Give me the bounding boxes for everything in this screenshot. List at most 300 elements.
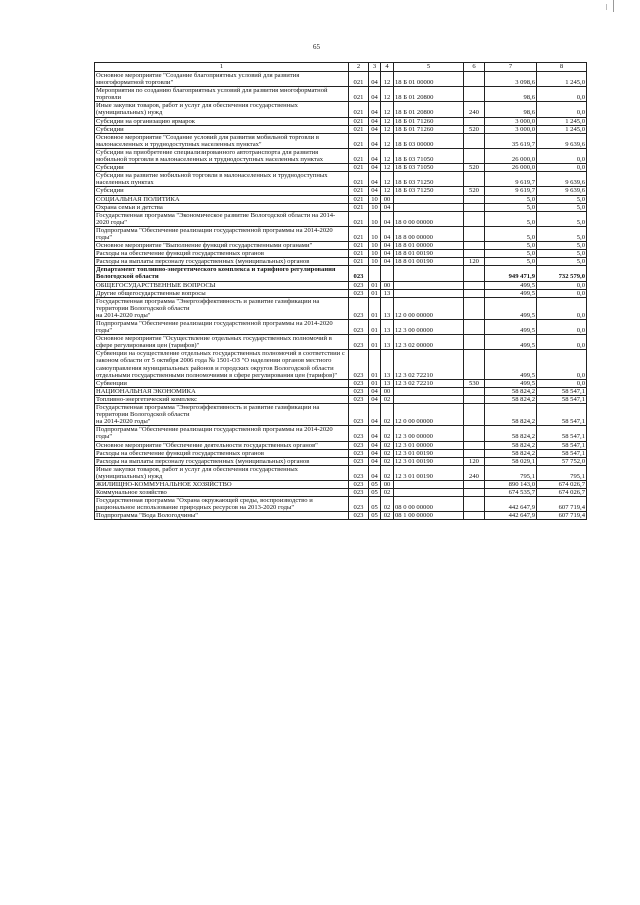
expense-type-code: 520 — [464, 125, 485, 133]
admin-code: 023 — [349, 289, 369, 297]
row-description: Государственная программа "Энергоэффективность и развитие газификации на территории Вологодской области на 2014-2020 годы" — [95, 297, 349, 319]
admin-code: 021 — [349, 250, 369, 258]
amount-year-1: 58 824,2 — [485, 404, 537, 426]
header-cell: 4 — [381, 63, 394, 72]
amount-year-1: 35 619,7 — [485, 133, 537, 148]
amount-year-2: 0,0 — [537, 350, 587, 379]
section-code: 04 — [369, 449, 381, 457]
admin-code: 023 — [349, 489, 369, 497]
subsection-code: 13 — [381, 297, 394, 319]
expense-type-code: 520 — [464, 187, 485, 195]
subsection-code: 02 — [381, 489, 394, 497]
table-body — [95, 72, 587, 520]
expense-type-code — [464, 72, 485, 87]
table-row — [95, 266, 587, 281]
amount-year-2: 58 547,1 — [537, 404, 587, 426]
subsection-code: 00 — [381, 281, 394, 289]
header-cell: 7 — [485, 63, 537, 72]
subsection-code: 04 — [381, 226, 394, 241]
amount-year-2: 0,0 — [537, 297, 587, 319]
amount-year-1: 499,5 — [485, 289, 537, 297]
table-row — [95, 226, 587, 241]
section-code: 05 — [369, 512, 381, 520]
amount-year-1: 98,6 — [485, 102, 537, 117]
amount-year-1: 499,5 — [485, 335, 537, 350]
row-description: СОЦИАЛЬНАЯ ПОЛИТИКА — [95, 195, 349, 203]
target-article-code: 18 Б 03 71250 — [394, 187, 464, 195]
section-code: 05 — [369, 497, 381, 512]
subsection-code: 02 — [381, 426, 394, 441]
amount-year-2: 1 245,0 — [537, 72, 587, 87]
table-row — [95, 195, 587, 203]
row-description: Государственная программа "Экономическое развитие Вологодской области на 2014-2020 годы" — [95, 211, 349, 226]
amount-year-1: 5,0 — [485, 195, 537, 203]
subsection-code: 13 — [381, 320, 394, 335]
section-code: 04 — [369, 117, 381, 125]
admin-code: 021 — [349, 148, 369, 163]
subsection-code: 13 — [381, 350, 394, 379]
admin-code: 021 — [349, 164, 369, 172]
target-article-code: 12 0 00 00000 — [394, 404, 464, 426]
section-code: 10 — [369, 258, 381, 266]
amount-year-2: 795,1 — [537, 465, 587, 480]
target-article-code: 18 Б 01 71260 — [394, 125, 464, 133]
subsection-code: 00 — [381, 387, 394, 395]
row-description: Коммунальное хозяйство — [95, 489, 349, 497]
target-article-code: 08 1 00 00000 — [394, 512, 464, 520]
section-code: 01 — [369, 289, 381, 297]
amount-year-2: 0,0 — [537, 289, 587, 297]
expense-type-code — [464, 211, 485, 226]
admin-code: 023 — [349, 480, 369, 488]
amount-year-2: 58 547,1 — [537, 449, 587, 457]
row-description: Основное мероприятие "Создание условий для развития мобильной торговли в малонаселенных и труднодоступных населенных пунктах" — [95, 133, 349, 148]
expense-type-code — [464, 426, 485, 441]
header-cell: 3 — [369, 63, 381, 72]
target-article-code — [394, 480, 464, 488]
amount-year-2: 0,0 — [537, 281, 587, 289]
subsection-code: 04 — [381, 250, 394, 258]
amount-year-1: 58 824,2 — [485, 387, 537, 395]
amount-year-1: 499,5 — [485, 320, 537, 335]
section-code: 01 — [369, 297, 381, 319]
expense-type-code — [464, 395, 485, 403]
target-article-code: 18 8 01 00190 — [394, 250, 464, 258]
target-article-code: 12 3 00 00000 — [394, 320, 464, 335]
table-row — [95, 497, 587, 512]
amount-year-1: 5,0 — [485, 250, 537, 258]
amount-year-1: 3 000,0 — [485, 125, 537, 133]
target-article-code — [394, 281, 464, 289]
row-description: Субсидии — [95, 164, 349, 172]
admin-code: 021 — [349, 203, 369, 211]
admin-code: 023 — [349, 281, 369, 289]
expense-type-code — [464, 133, 485, 148]
target-article-code: 18 8 01 00190 — [394, 258, 464, 266]
amount-year-2: 9 639,6 — [537, 187, 587, 195]
amount-year-1: 3 098,6 — [485, 72, 537, 87]
section-code: 01 — [369, 379, 381, 387]
expense-type-code — [464, 387, 485, 395]
amount-year-1: 499,5 — [485, 350, 537, 379]
subsection-code: 12 — [381, 87, 394, 102]
subsection-code: 02 — [381, 497, 394, 512]
section-code: 04 — [369, 441, 381, 449]
row-description: Департамент топливно-энергетического комплекса и тарифного регулирования Вологодской области — [95, 266, 349, 281]
table-row — [95, 102, 587, 117]
subsection-code: 12 — [381, 164, 394, 172]
amount-year-1: 499,5 — [485, 297, 537, 319]
section-code: 04 — [369, 72, 381, 87]
expense-type-code — [464, 148, 485, 163]
subsection-code: 04 — [381, 203, 394, 211]
subsection-code: 13 — [381, 289, 394, 297]
expense-type-code — [464, 117, 485, 125]
amount-year-2: 674 026,7 — [537, 480, 587, 488]
header-cell: 1 — [95, 63, 349, 72]
table-row — [95, 203, 587, 211]
row-description: ЖИЛИЩНО-КОММУНАЛЬНОЕ ХОЗЯЙСТВО — [95, 480, 349, 488]
admin-code: 023 — [349, 320, 369, 335]
table-row — [95, 387, 587, 395]
table-row — [95, 480, 587, 488]
section-code: 01 — [369, 281, 381, 289]
expense-type-code — [464, 87, 485, 102]
target-article-code: 18 0 00 00000 — [394, 211, 464, 226]
target-article-code: 12 3 01 00190 — [394, 465, 464, 480]
section-code: 10 — [369, 211, 381, 226]
table-row — [95, 426, 587, 441]
scan-mark — [613, 0, 614, 12]
admin-code: 023 — [349, 335, 369, 350]
amount-year-2: 9 639,6 — [537, 133, 587, 148]
row-description: Субсидии — [95, 187, 349, 195]
row-description: Подпрограмма "Обеспечение реализации государственной программы на 2014-2020 годы" — [95, 226, 349, 241]
subsection-code: 02 — [381, 465, 394, 480]
expense-type-code — [464, 441, 485, 449]
amount-year-2: 0,0 — [537, 379, 587, 387]
amount-year-1: 9 619,7 — [485, 172, 537, 187]
row-description: Расходы на обеспечение функций государственных органов — [95, 250, 349, 258]
amount-year-2: 1 245,0 — [537, 117, 587, 125]
section-code: 04 — [369, 187, 381, 195]
amount-year-1: 5,0 — [485, 258, 537, 266]
subsection-code: 02 — [381, 512, 394, 520]
target-article-code: 18 Б 03 71050 — [394, 164, 464, 172]
amount-year-1: 3 000,0 — [485, 117, 537, 125]
admin-code: 023 — [349, 497, 369, 512]
table-row — [95, 404, 587, 426]
admin-code: 021 — [349, 187, 369, 195]
expense-type-code — [464, 489, 485, 497]
amount-year-2: 9 639,6 — [537, 172, 587, 187]
amount-year-1: 58 824,2 — [485, 441, 537, 449]
target-article-code: 18 Б 03 00000 — [394, 133, 464, 148]
admin-code: 023 — [349, 266, 369, 281]
section-code: 04 — [369, 164, 381, 172]
page-number: 65 — [313, 43, 320, 51]
target-article-code: 12 3 01 00000 — [394, 441, 464, 449]
table-row — [95, 87, 587, 102]
scan-mark — [606, 4, 607, 10]
admin-code: 021 — [349, 87, 369, 102]
amount-year-2: 5,0 — [537, 226, 587, 241]
section-code: 04 — [369, 172, 381, 187]
amount-year-2: 0,0 — [537, 148, 587, 163]
budget-table-container — [94, 62, 586, 520]
target-article-code: 18 8 00 00000 — [394, 226, 464, 241]
row-description: Основное мероприятие "Осуществление отдельных государственных полномочий в сфере регулирования цен (тарифов)" — [95, 335, 349, 350]
admin-code: 021 — [349, 117, 369, 125]
table-row — [95, 117, 587, 125]
subsection-code: 00 — [381, 480, 394, 488]
row-description: Подпрограмма "Обеспечение реализации государственной программы на 2014-2020 годы" — [95, 426, 349, 441]
amount-year-2: 5,0 — [537, 258, 587, 266]
subsection-code: 12 — [381, 72, 394, 87]
amount-year-1: 26 000,0 — [485, 164, 537, 172]
section-code: 01 — [369, 320, 381, 335]
row-description: Государственная программа "Энергоэффективность и развитие газификации на территории Вологодской области на 2014-2020 годы" — [95, 404, 349, 426]
target-article-code: 18 Б 03 71050 — [394, 148, 464, 163]
admin-code: 023 — [349, 449, 369, 457]
target-article-code: 18 Б 01 71260 — [394, 117, 464, 125]
admin-code: 023 — [349, 512, 369, 520]
amount-year-1: 5,0 — [485, 226, 537, 241]
table-row — [95, 258, 587, 266]
target-article-code: 12 0 00 00000 — [394, 297, 464, 319]
section-code: 04 — [369, 426, 381, 441]
admin-code: 023 — [349, 426, 369, 441]
budget-table — [94, 62, 587, 520]
target-article-code: 12 3 02 72210 — [394, 350, 464, 379]
admin-code: 021 — [349, 226, 369, 241]
subsection-code: 04 — [381, 211, 394, 226]
header-cell: 2 — [349, 63, 369, 72]
target-article-code — [394, 203, 464, 211]
subsection-code: 12 — [381, 125, 394, 133]
table-row — [95, 164, 587, 172]
amount-year-1: 795,1 — [485, 465, 537, 480]
section-code: 04 — [369, 465, 381, 480]
row-description: НАЦИОНАЛЬНАЯ ЭКОНОМИКА — [95, 387, 349, 395]
table-row — [95, 441, 587, 449]
subsection-code: 12 — [381, 133, 394, 148]
amount-year-1: 890 143,0 — [485, 480, 537, 488]
subsection-code: 00 — [381, 195, 394, 203]
admin-code: 021 — [349, 242, 369, 250]
section-code: 04 — [369, 87, 381, 102]
amount-year-1: 499,5 — [485, 281, 537, 289]
amount-year-1: 5,0 — [485, 211, 537, 226]
amount-year-1: 499,5 — [485, 379, 537, 387]
target-article-code — [394, 395, 464, 403]
amount-year-1: 674 535,7 — [485, 489, 537, 497]
target-article-code — [394, 489, 464, 497]
target-article-code: 12 3 02 72210 — [394, 379, 464, 387]
subsection-code: 12 — [381, 117, 394, 125]
admin-code: 023 — [349, 297, 369, 319]
target-article-code: 12 3 00 00000 — [394, 426, 464, 441]
expense-type-code: 120 — [464, 258, 485, 266]
admin-code: 023 — [349, 404, 369, 426]
row-description: Расходы на выплаты персоналу государственных (муниципальных) органов — [95, 457, 349, 465]
amount-year-2: 5,0 — [537, 250, 587, 258]
section-code: 05 — [369, 489, 381, 497]
expense-type-code — [464, 497, 485, 512]
target-article-code: 18 Б 01 00000 — [394, 72, 464, 87]
subsection-code: 04 — [381, 242, 394, 250]
subsection-code: 04 — [381, 258, 394, 266]
amount-year-2: 0,0 — [537, 102, 587, 117]
amount-year-2: 5,0 — [537, 195, 587, 203]
table-row — [95, 172, 587, 187]
row-description: Субвенции на осуществление отдельных государственных полномочий в соответствии с законом области от 5 октября 2006 года № 1501-ОЗ "О наделении органов местного самоуправления муниципальных районов и городских округов Вологодской области отдельными государственными полномочиями в сфере регулирования цен (тарифов)" — [95, 350, 349, 379]
expense-type-code — [464, 404, 485, 426]
expense-type-code — [464, 480, 485, 488]
row-description: Другие общегосударственные вопросы — [95, 289, 349, 297]
admin-code: 023 — [349, 457, 369, 465]
admin-code: 021 — [349, 72, 369, 87]
admin-code: 021 — [349, 133, 369, 148]
amount-year-2: 5,0 — [537, 242, 587, 250]
section-code: 04 — [369, 395, 381, 403]
table-row — [95, 133, 587, 148]
row-description: Основное мероприятие "Обеспечение деятельности государственных органов" — [95, 441, 349, 449]
admin-code: 021 — [349, 125, 369, 133]
amount-year-2: 607 719,4 — [537, 497, 587, 512]
table-row — [95, 125, 587, 133]
admin-code: 021 — [349, 172, 369, 187]
section-code: 04 — [369, 404, 381, 426]
amount-year-2: 607 719,4 — [537, 512, 587, 520]
section-code: 10 — [369, 226, 381, 241]
row-description: Субсидии — [95, 125, 349, 133]
table-row — [95, 457, 587, 465]
amount-year-2: 58 547,1 — [537, 426, 587, 441]
target-article-code — [394, 195, 464, 203]
row-description: Субсидии на развитие мобильной торговли в малонаселенных и труднодоступных населенных пунктах — [95, 172, 349, 187]
amount-year-1: 98,6 — [485, 87, 537, 102]
header-cell: 6 — [464, 63, 485, 72]
row-description: Охрана семьи и детства — [95, 203, 349, 211]
expense-type-code — [464, 172, 485, 187]
expense-type-code — [464, 335, 485, 350]
expense-type-code — [464, 350, 485, 379]
expense-type-code — [464, 281, 485, 289]
expense-type-code: 530 — [464, 379, 485, 387]
row-description: Иные закупки товаров, работ и услуг для обеспечения государственных (муниципальных) нужд — [95, 102, 349, 117]
table-row — [95, 320, 587, 335]
expense-type-code — [464, 203, 485, 211]
row-description: ОБЩЕГОСУДАРСТВЕННЫЕ ВОПРОСЫ — [95, 281, 349, 289]
admin-code: 021 — [349, 258, 369, 266]
section-code: 01 — [369, 350, 381, 379]
expense-type-code — [464, 289, 485, 297]
expense-type-code — [464, 195, 485, 203]
table-row — [95, 335, 587, 350]
table-row — [95, 242, 587, 250]
target-article-code: 18 8 01 00000 — [394, 242, 464, 250]
section-code: 10 — [369, 195, 381, 203]
target-article-code — [394, 289, 464, 297]
row-description: Иные закупки товаров, работ и услуг для обеспечения государственных (муниципальных) нужд — [95, 465, 349, 480]
expense-type-code — [464, 320, 485, 335]
table-row — [95, 379, 587, 387]
section-code — [369, 266, 381, 281]
amount-year-2: 58 547,1 — [537, 387, 587, 395]
header-cell: 5 — [394, 63, 464, 72]
row-description: Субсидии на приобретение специализированного автотранспорта для развития мобильной торговли в малонаселенных и труднодоступных населенных пунктах — [95, 148, 349, 163]
subsection-code: 02 — [381, 457, 394, 465]
subsection-code: 12 — [381, 172, 394, 187]
amount-year-2: 1 245,0 — [537, 125, 587, 133]
target-article-code: 18 Б 03 71250 — [394, 172, 464, 187]
amount-year-1: 58 824,2 — [485, 426, 537, 441]
expense-type-code — [464, 297, 485, 319]
subsection-code: 02 — [381, 404, 394, 426]
admin-code: 023 — [349, 379, 369, 387]
target-article-code — [394, 387, 464, 395]
amount-year-2: 57 752,0 — [537, 457, 587, 465]
subsection-code: 12 — [381, 102, 394, 117]
section-code: 04 — [369, 387, 381, 395]
expense-type-code — [464, 226, 485, 241]
table-row — [95, 289, 587, 297]
row-description: Основное мероприятие "Создание благоприятных условий для развития многоформатной торговли" — [95, 72, 349, 87]
target-article-code: 18 Б 01 20800 — [394, 102, 464, 117]
amount-year-1: 26 000,0 — [485, 148, 537, 163]
amount-year-1: 58 029,1 — [485, 457, 537, 465]
amount-year-2: 0,0 — [537, 164, 587, 172]
admin-code: 023 — [349, 465, 369, 480]
row-description: Государственная программа "Охрана окружающей среды, воспроизводство и рациональное использование природных ресурсов на 2013-2020 годы" — [95, 497, 349, 512]
table-row — [95, 465, 587, 480]
amount-year-2: 0,0 — [537, 87, 587, 102]
row-description: Расходы на обеспечение функций государственных органов — [95, 449, 349, 457]
admin-code: 021 — [349, 211, 369, 226]
subsection-code — [381, 266, 394, 281]
expense-type-code — [464, 250, 485, 258]
table-row — [95, 297, 587, 319]
section-code: 04 — [369, 148, 381, 163]
target-article-code: 12 3 01 00190 — [394, 457, 464, 465]
target-article-code: 08 0 00 00000 — [394, 497, 464, 512]
admin-code: 023 — [349, 395, 369, 403]
table-row — [95, 395, 587, 403]
section-code: 10 — [369, 203, 381, 211]
row-description: Подпрограмма "Обеспечение реализации государственной программы на 2014-2020 годы" — [95, 320, 349, 335]
amount-year-1: 58 824,2 — [485, 449, 537, 457]
amount-year-1: 5,0 — [485, 203, 537, 211]
section-code: 04 — [369, 125, 381, 133]
table-row — [95, 72, 587, 87]
table-row — [95, 350, 587, 379]
section-code: 10 — [369, 242, 381, 250]
admin-code: 023 — [349, 387, 369, 395]
admin-code: 021 — [349, 195, 369, 203]
admin-code: 021 — [349, 102, 369, 117]
table-row — [95, 449, 587, 457]
header-cell: 8 — [537, 63, 587, 72]
row-description: Субвенции — [95, 379, 349, 387]
row-description: Подпрограмма "Вода Вологодчины" — [95, 512, 349, 520]
section-code: 05 — [369, 480, 381, 488]
subsection-code: 12 — [381, 148, 394, 163]
table-row — [95, 489, 587, 497]
expense-type-code: 520 — [464, 164, 485, 172]
section-code: 04 — [369, 102, 381, 117]
section-code: 01 — [369, 335, 381, 350]
